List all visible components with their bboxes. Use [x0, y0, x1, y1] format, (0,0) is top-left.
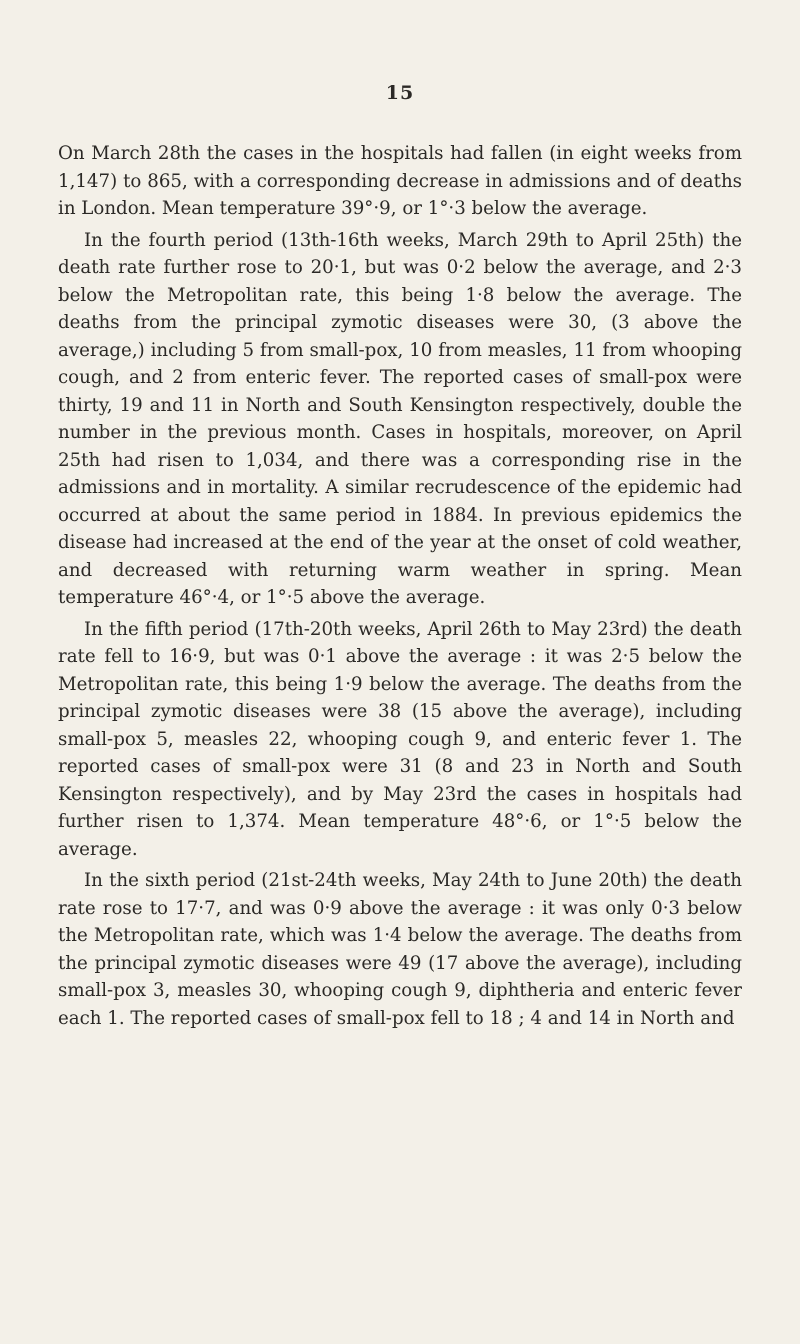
- paragraph-march-28th: On March 28th the cases in the hospitals had fallen (in eight weeks from 1,147) to 865, with a corresponding decrease in admissions and of deaths in London. Mean temperature 39°·9, or 1°·3 below the average.: [58, 143, 742, 219]
- paragraph-fifth-period: In the fifth period (17th-20th weeks, April 26th to May 23rd) the death rate fell to 16·9, but was 0·1 above the average : it was 2·5 below the Metropolitan rate, this being 1·9 below the average. The deaths from the principal zymotic diseases were 38 (15 above the average), including small-pox 5, measles 22, whooping cough 9, and enteric fever 1. The reported cases of small-pox were 31 (8 and 23 in North and South Kensington respectively), and by May 23rd the cases in hospitals had further risen to 1,374. Mean temperature 48°·6, or 1°·5 below the average.: [58, 618, 742, 860]
- body-text: [58, 140, 742, 1032]
- paragraph-sixth-period: In the sixth period (21st-24th weeks, May 24th to June 20th) the death rate rose to 17·7, and was 0·9 above the average : it was only 0·3 below the Metropolitan rate, which was 1·4 below the average. The deaths from the principal zymotic diseases were 49 (17 above the average), including small-pox 3, measles 30, whooping cough 9, diphtheria and enteric fever each 1. The reported cases of small-pox fell to 18 ; 4 and 14 in North and: [58, 870, 742, 1029]
- page-number: 15: [385, 82, 415, 104]
- paragraph-fourth-period: In the fourth period (13th-16th weeks, March 29th to April 25th) the death rate further rose to 20·1, but was 0·2 below the average, and 2·3 below the Metropolitan rate, this being 1·8 below the average. The deaths from the principal zymotic diseases were 30, (3 above the average,) including 5 from small-pox, 10 from measles, 11 from whooping cough, and 2 from enteric fever. The reported cases of small-pox were thirty, 19 and 11 in North and South Kensington respectively, double the number in the previous month. Cases in hospitals, moreover, on April 25th had risen to 1,034, and there was a corresponding rise in the admissions and in mortality. A similar recrudescence of the epidemic had occurred at about the same period in 1884. In previous epidemics the disease had increased at the end of the year at the onset of cold weather, and decreased with returning warm weather in spring. Mean temperature 46°·4, or 1°·5 above the average.: [58, 229, 742, 608]
